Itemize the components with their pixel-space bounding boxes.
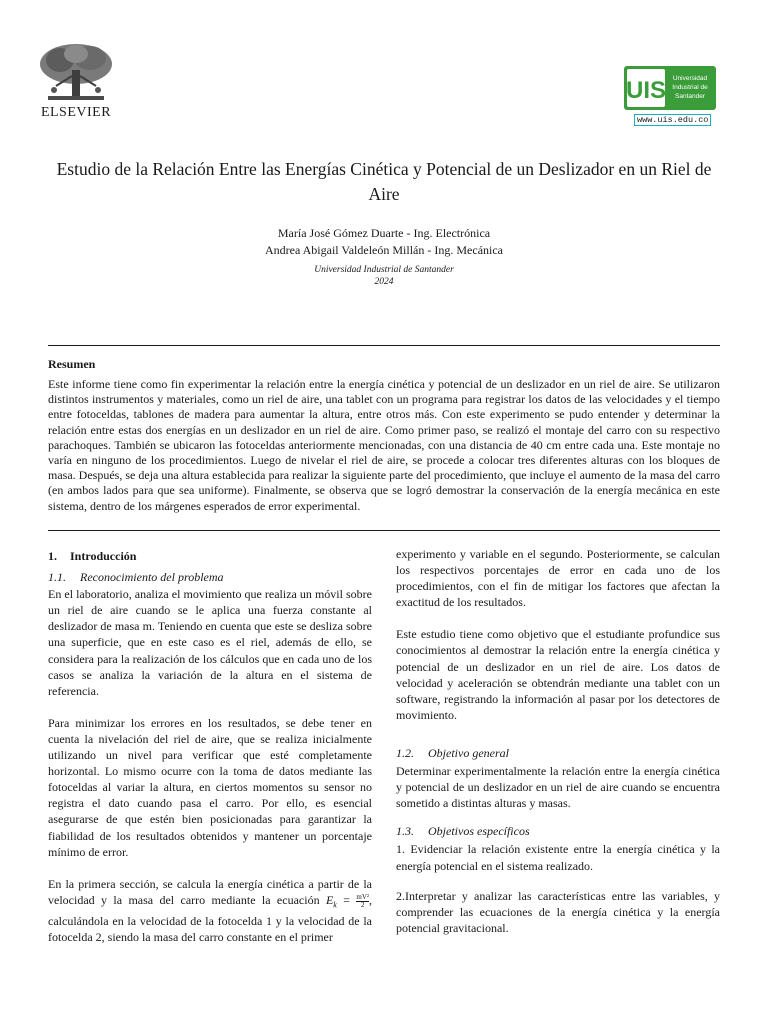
subsection-title: Objetivo general — [428, 745, 509, 760]
affiliation: Universidad Industrial de Santander — [314, 265, 454, 275]
year: 2024 — [374, 277, 394, 287]
paragraph-1-1-a: En el laboratorio, analiza el movimiento que realiza un móvil sobre un riel de aire cuando se le aplica una fuerza constante al deslizador de masa m. Teniendo en cuenta que este se desliza sobre una superficie, que en este caso es el riel, además de ello, se considera para la realización de los cálculos que en cada uno de los casos se analiza la variación de la altura en el sistema de referencia. — [48, 587, 372, 698]
paragraph-1-1-c: En la primera sección, se calcula la energía cinética a partir de la velocidad y la masa del carro mediante la ecuación $E_k$ = $\frac{\text{mV²}}{2}$ , calculándola en la velocidad de la fotocelda 1 y la velocidad de la fotocelda 2, siendo la masa del carro constante en el primer — [48, 876, 372, 945]
subsection-number: 1.2. — [396, 745, 414, 760]
equation-subscript: k — [333, 900, 337, 910]
elsevier-wordmark: ELSEVIER — [40, 105, 112, 120]
paragraph-1-2: Determinar experimentalmente la relación entre la energía cinética y potencial de un deslizador en un riel de aire cuando se encuentra sometido a distintas alturas y masas. — [396, 764, 720, 811]
uis-logo-text-1: Universidad — [672, 75, 708, 82]
paragraph-1-3-b: 2.Interpretar y analizar las características entre las variables, y comprender las ecuaciones de la energía cinética y la energía potencial gravitacional. — [396, 888, 720, 935]
uis-logo-text-3: Santander — [675, 93, 705, 100]
paragraph-text: En la primera sección, se calcula la energía cinética a partir de la velocidad y la masa del carro mediante la ecuación — [48, 876, 372, 907]
subsection-heading-1-2 — [396, 745, 720, 761]
right-column — [396, 546, 720, 936]
subsection-number: 1.3. — [396, 824, 414, 839]
subsection-heading-1-3 — [396, 823, 720, 839]
author-list — [0, 225, 768, 259]
abstract-heading: Resumen — [48, 357, 96, 371]
subsection-number: 1.1. — [48, 570, 66, 585]
uis-logo-text-2: Industrial de — [672, 84, 708, 91]
equation-numerator: mV² — [356, 892, 369, 901]
paper-title: Estudio de la Relación Entre las Energías Cinética y Potencial de un Deslizador en un Riel de Aire — [56, 159, 712, 204]
affiliation-block — [0, 264, 768, 288]
uis-logo-mark: UIS — [625, 77, 667, 104]
paragraph-1-1-e: Este estudio tiene como objetivo que el estudiante profundice sus conocimientos al demostrar la relación entre la energía cinética y potencial de un deslizador en un riel de aire. Los datos de velocidad y aceleración se obtendrán mediante una tablet con un software, registrando la información al pasar por los detectores de movimiento. — [396, 627, 720, 722]
equation-fraction — [356, 894, 369, 909]
author-2: Andrea Abigail Valdeleón Millán - Ing. Mecánica — [264, 243, 504, 257]
subsection-title: Objetivos específicos — [428, 824, 530, 839]
equation-lhs: E — [325, 892, 334, 907]
abstract-top-rule — [48, 345, 720, 346]
abstract-bottom-rule — [48, 530, 720, 531]
left-column — [48, 548, 372, 945]
section-title: Introducción — [70, 549, 137, 563]
equation-denominator: 2 — [360, 900, 365, 909]
paragraph-1-1-b: Para minimizar los errores en los resultados, se debe tener en cuenta la nivelación del riel de aire, que se realiza inicialmente utilizando un nivel para verificar que esté completamente horizontal. Lo mismo ocurre con la toma de datos mediante las fotoceldas al variar la altura, en ciertos momentos su sensor no registra el dato cuando pasa el carro. Por ello, es esencial asegurarse de que estén bien posicionadas para garantizar la fiabilidad de los resultados obtenidos y mantener un porcentaje mínimo de error. — [48, 715, 372, 859]
abstract-text: Este informe tiene como fin experimentar la relación entre la energía cinética y potencial de un deslizador en un riel de aire. Se utilizaron distintos instrumentos y materiales, como un riel de aire, una tablet con un programa para registrar los datos de las velocidades y el tiempo entre fotoceldas, tablones de madera para aumentar la altura, entre otros más. Con este experimento se pudo entender y determinar la relación entre estas dos energías en un deslizador en un riel de aire. Como primer paso, se realizó el montaje del carro con su respectivo parachoques. También se ubicaron las fotoceldas anteriormente mencionadas, con una distancia de 40 cm entre cada una. Este montaje no varía en ninguno de los procedimientos. Luego de nivelar el riel de aire, se procede a colocar tres diferentes alturas con los bloques de masa. Después, se deja una altura establecida para realizar la siguiente parte del procedimiento, que incluye el aumento de la masa del carro (en ambos lados para que sea uniforme). Finalmente, se observa que se logró demostrar la conservación de la energía mecánica en este sistema, dentro de los márgenes esperados de error experimental. — [48, 377, 720, 513]
paragraph-1-1-d: experimento y variable en el segundo. Posteriormente, se calculan los respectivos porcentajes de error en cada uno de los procedimientos, con el fin de mitigar los factores que afectan la exactitud de los resultados. — [396, 547, 720, 610]
section-heading-introduccion — [48, 548, 372, 564]
section-number: 1. — [48, 549, 57, 563]
paragraph-text: , calculándola en la velocidad de la fotocelda 1 y la velocidad de la fotocelda 2, siendo la masa del carro constante en el primer — [48, 892, 372, 945]
paragraph-1-3-a: 1. Evidenciar la relación existente entre la energía cinética y la energía potencial en el sistema realizado. — [396, 842, 720, 873]
uis-logo — [624, 66, 716, 110]
subsection-heading-1-1 — [48, 569, 372, 585]
subsection-title: Reconocimiento del problema — [80, 570, 224, 585]
university-url-link[interactable]: www.uis.edu.co — [634, 114, 711, 126]
author-1: María José Gómez Duarte - Ing. Electrónica — [277, 226, 491, 240]
